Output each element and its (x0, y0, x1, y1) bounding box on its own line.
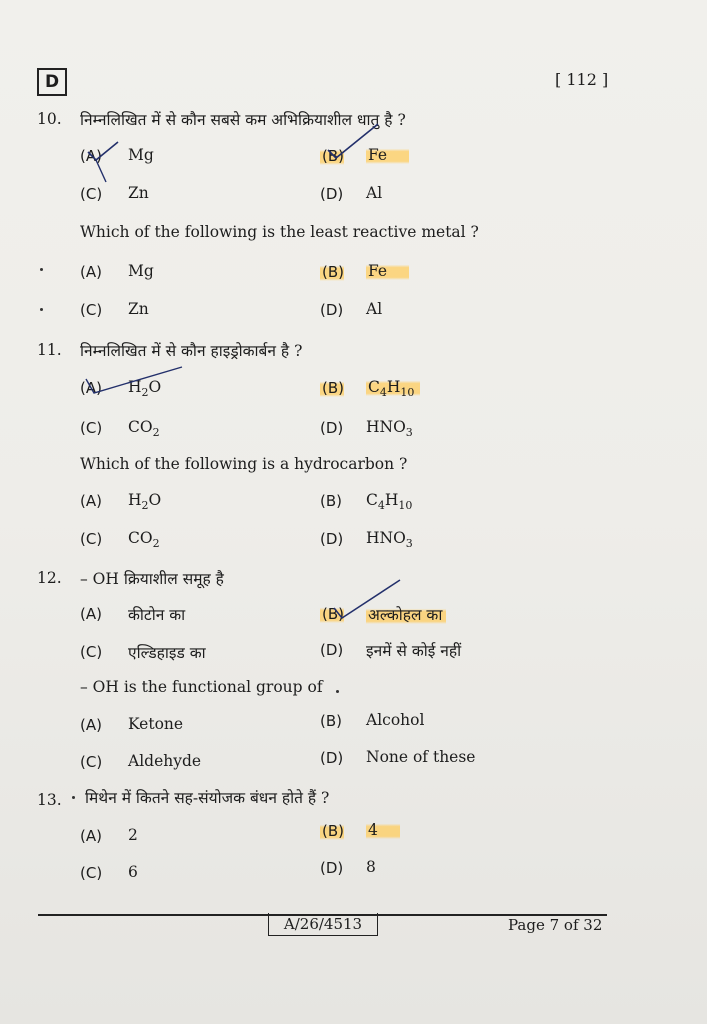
option-text: None of these (366, 748, 476, 766)
option-label: (B) (320, 492, 342, 510)
option-label: (B) (322, 147, 344, 165)
option-label: (C) (80, 753, 103, 771)
option-text: $C_4H_{10}$ (366, 378, 420, 399)
ink-dot (72, 796, 75, 799)
option-label: (A) (80, 379, 102, 397)
question-text-hindi: निम्नलिखित में से कौन हाइड्रोकार्बन है ? (80, 342, 303, 360)
option-label: (D) (320, 859, 344, 877)
pen-tick-mark (82, 363, 192, 403)
option-text: Al (366, 184, 383, 202)
option-label: (A) (80, 147, 102, 165)
question-number: 11. (37, 341, 62, 359)
question-text-hindi: निम्नलिखित में से कौन सबसे कम अभिक्रियाशील धातु है ? (80, 111, 406, 129)
option-text: कीटोन का (128, 606, 186, 624)
option-text: $C_4H_{10}$ (366, 491, 413, 512)
page-number: Page 7 of 32 (508, 916, 603, 934)
ink-dot (40, 268, 43, 271)
option-text: Zn (128, 300, 149, 318)
option-text: Aldehyde (128, 752, 202, 770)
option-label: (D) (320, 530, 344, 548)
option-text: $CO_2$ (128, 418, 160, 439)
option-label: (A) (80, 827, 102, 845)
option-text: Al (366, 300, 383, 318)
option-text: 2 (128, 826, 138, 844)
option-text: Zn (128, 184, 149, 202)
option-text: $HNO_3$ (366, 529, 413, 550)
pen-tick-mark (328, 576, 408, 626)
option-text: अल्कोहल का (366, 603, 446, 625)
option-label: (A) (80, 492, 102, 510)
question-text-hindi: – OH क्रियाशील समूह है (80, 570, 224, 588)
question-text-english: – OH is the functional group of (80, 678, 323, 696)
question-text-english: Which of the following is the least reactive metal ? (80, 223, 479, 241)
option-label: (D) (320, 419, 344, 437)
question-number: 12. (37, 569, 62, 587)
option-label: (D) (320, 185, 344, 203)
option-label: (D) (320, 301, 344, 319)
option-label: (D) (320, 641, 344, 659)
option-text: एल्डिहाइड का (128, 644, 206, 662)
question-number: 13. (37, 791, 62, 809)
option-label: (C) (80, 185, 103, 203)
ink-dot (40, 308, 43, 311)
option-text: Mg (128, 262, 154, 280)
question-text-hindi: मिथेन में कितने सह-संयोजक बंधन होते हैं ? (85, 789, 330, 807)
option-text: $HNO_3$ (366, 418, 413, 439)
option-text: Mg (128, 146, 154, 164)
option-text: Ketone (128, 715, 184, 733)
pen-tick-mark (320, 118, 390, 168)
option-label: (B) (322, 605, 344, 623)
question-text-english: Which of the following is a hydrocarbon ? (80, 455, 408, 473)
option-label: (B) (320, 712, 342, 730)
option-label: (C) (80, 301, 103, 319)
option-label: (C) (80, 419, 103, 437)
set-label: D (37, 68, 67, 96)
option-label: (A) (80, 263, 102, 281)
option-label: (B) (322, 263, 344, 281)
question-number: 10. (37, 110, 62, 128)
ink-dot (336, 690, 339, 693)
option-text: इनमें से कोई नहीं (366, 642, 462, 660)
option-text: Fe (366, 262, 409, 280)
option-text: 4 (366, 821, 400, 839)
option-label: (C) (80, 643, 103, 661)
option-label: (C) (80, 864, 103, 882)
option-label: (B) (322, 379, 344, 397)
option-label: (B) (322, 822, 344, 840)
option-label: (A) (80, 716, 102, 734)
pen-tick-mark (82, 138, 132, 188)
option-text: 6 (128, 863, 138, 881)
option-text: Alcohol (366, 711, 425, 729)
option-text: $H_2O$ (128, 491, 162, 512)
option-label: (A) (80, 605, 102, 623)
option-text: $CO_2$ (128, 529, 160, 550)
paper-code: A/26/4513 (268, 913, 378, 936)
option-text: $H_2O$ (128, 378, 162, 399)
question-code: [ 112 ] (555, 70, 609, 89)
option-text: 8 (366, 858, 376, 876)
option-label: (C) (80, 530, 103, 548)
option-label: (D) (320, 749, 344, 767)
option-text: Fe (366, 146, 409, 164)
